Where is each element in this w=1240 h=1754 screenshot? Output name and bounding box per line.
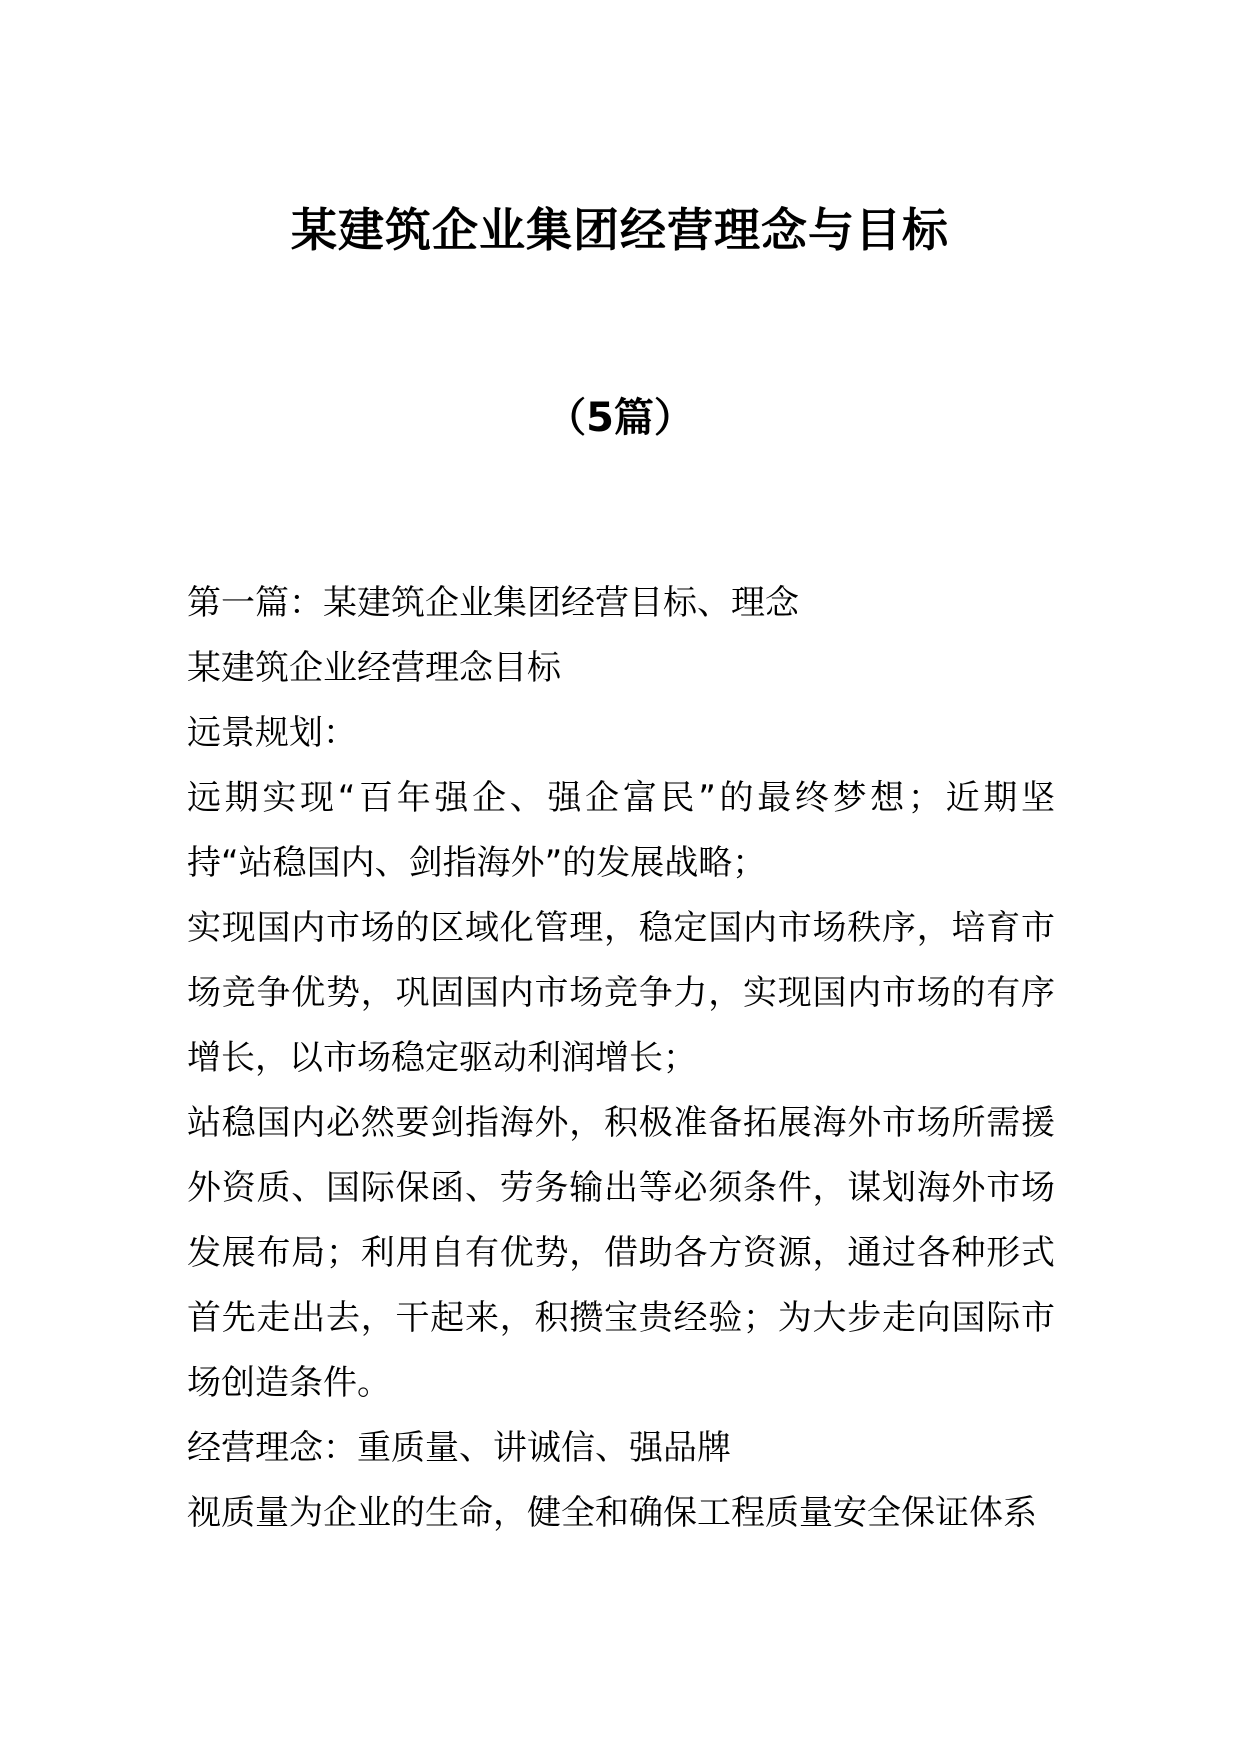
section-heading: 第一篇：某建筑企业集团经营目标、理念 — [187, 583, 799, 623]
document-subtitle: （5篇） — [546, 395, 694, 441]
body-paragraph: 视质量为企业的生命，健全和确保工程质量安全保证体系 — [187, 1493, 1037, 1533]
section-subheading: 某建筑企业经营理念目标 — [187, 648, 561, 688]
body-paragraph: 远期实现“百年强企、强企富民”的最终梦想；近期坚持“站稳国内、剑指海外”的发展战略； — [187, 778, 1055, 883]
body-paragraph: 实现国内市场的区域化管理，稳定国内市场秩序，培育市场竞争优势，巩固国内市场竞争力，实现国内市场的有序增长，以市场稳定驱动利润增长； — [187, 908, 1055, 1078]
document-title: 某建筑企业集团经营理念与目标 — [291, 203, 949, 257]
document-body — [187, 571, 1055, 1546]
vision-label: 远景规划： — [187, 713, 357, 753]
body-paragraph: 站稳国内必然要剑指海外，积极准备拓展海外市场所需援外资质、国际保函、劳务输出等必须条件，谋划海外市场发展布局；利用自有优势，借助各方资源，通过各种形式首先走出去，干起来，积攒宝贵经验；为大步走向国际市场创造条件。 — [187, 1103, 1055, 1403]
philosophy-label: 经营理念：重质量、讲诚信、强品牌 — [187, 1428, 731, 1468]
